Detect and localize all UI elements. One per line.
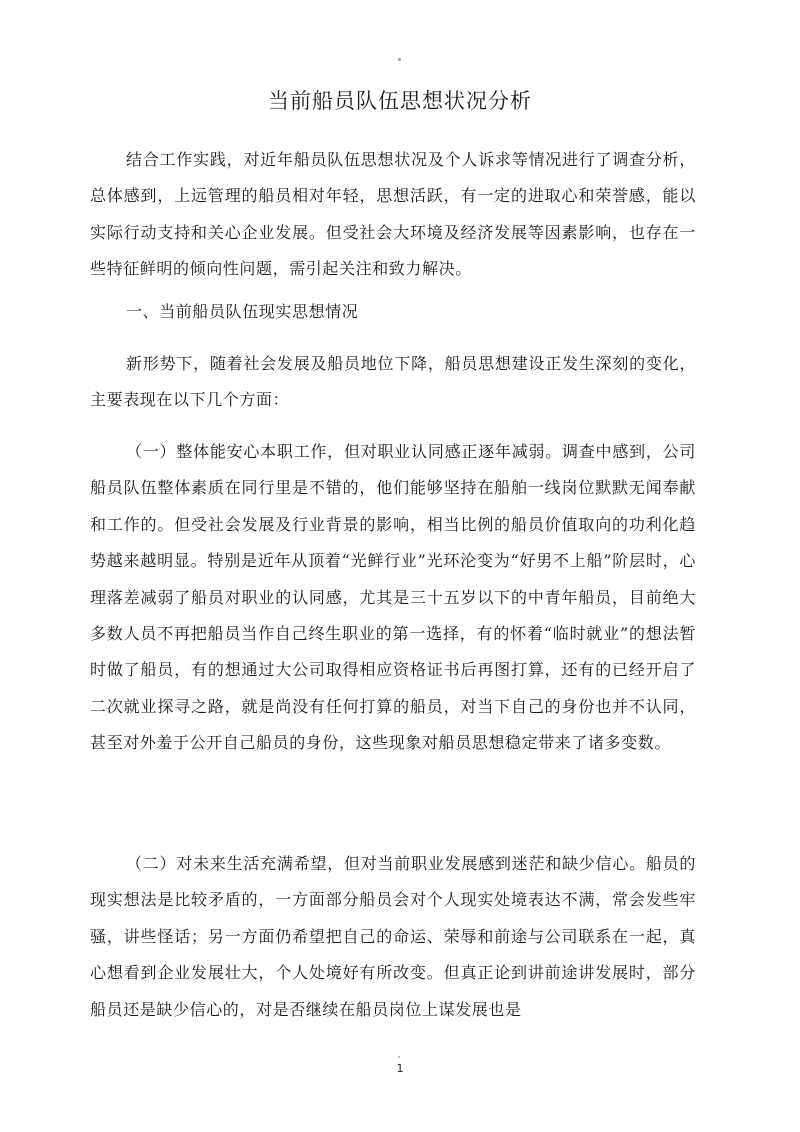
page-top-dot xyxy=(398,58,401,61)
intro-paragraph: 结合工作实践，对近年船员队伍思想状况及个人诉求等情况进行了调查分析，总体感到，上远管理的船员相对年轻，思想活跃，有一定的进取心和荣誉感，能以实际行动支持和关心企业发展。但受社会大环境及经济发展等因素影响，也存在一些特征鲜明的倾向性问题，需引起关注和致力解决。 xyxy=(90,150,696,279)
page-number: 1 xyxy=(396,1062,404,1075)
point-one-paragraph: （一）整体能安心本职工作，但对职业认同感正逐年减弱。调查中感到，公司船员队伍整体素质在同行里是不错的，他们能够坚持在船舶一线岗位默默无闻奉献和工作的。但受社会发展及行业背景的影响，相当比例的船员价值取向的功利化趋势越来越明显。特别是近年从顶着“光鲜行业”光环沦变为“好男不上船”阶层时，心理落差减弱了船员对职业的认同感，尤其是三十五岁以下的中青年船员，目前绝大多数人员不再把船员当作自己终生职业的第一选择，有的怀着“临时就业”的想法暂时做了船员，有的想通过大公司取得相应资格证书后再图打算，还有的已经开启了二次就业探寻之路，就是尚没有任何打算的船员，对当下自己的身份也并不认同，甚至对外羞于公开自己船员的身份，这些现象对船员思想稳定带来了诸多变数。 xyxy=(90,442,696,753)
document-title: 当前船员队伍思想状况分析 xyxy=(268,89,532,113)
page-bottom-dot xyxy=(398,1056,400,1058)
section-heading-1: 一、当前船员队伍现实思想情况 xyxy=(126,302,359,321)
section-intro-paragraph: 新形势下，随着社会发展及船员地位下降，船员思想建设正发生深刻的变化，主要表现在以下几个方面： xyxy=(90,354,696,410)
point-two-paragraph: （二）对未来生活充满希望，但对当前职业发展感到迷茫和缺少信心。船员的现实想法是比较矛盾的，一方面部分船员会对个人现实处境表达不满，常会发些牢骚，讲些怪话；另一方面仍希望把自己的命运、荣辱和前途与公司联系在一起，真心想看到企业发展壮大，个人处境好有所改变。但真正论到讲前途讲发展时，部分船员还是缺少信心的，对是否继续在船员岗位上谋发展也是 xyxy=(90,854,696,1019)
